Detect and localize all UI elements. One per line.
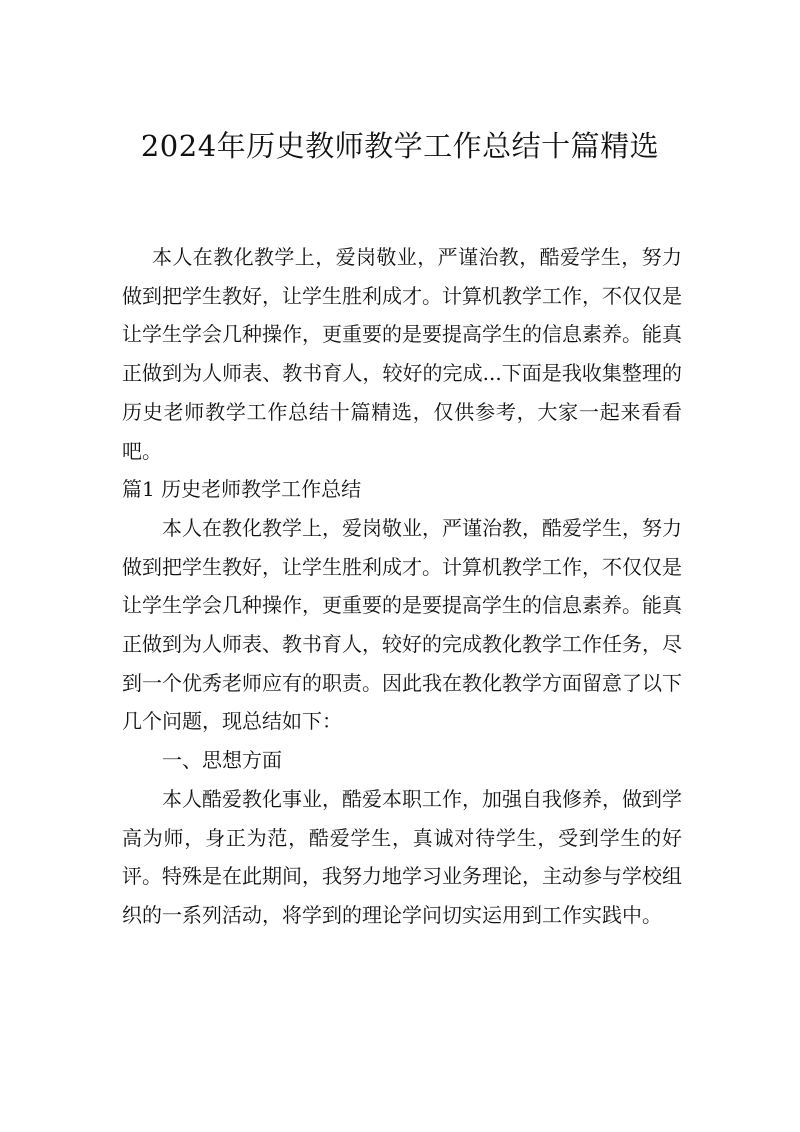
subsection-paragraph: 本人酷爱教化事业，酷爱本职工作，加强自我修养，做到学高为师，身正为范，酷爱学生，真诚对待学生，受到学生的好评。特殊是在此期间，我努力地学习业务理论，主动参与学校组织的一系列活动，将学到的理论学问切实运用到工作实践中。 [122,786,682,927]
document-title: 2024年历史教师教学工作总结十篇精选 [140,129,660,163]
subsection-heading: 一、思想方面 [162,748,282,773]
document-body [122,238,682,935]
section-paragraph: 本人在教化教学上，爱岗敬业，严谨治教，酷爱学生，努力做到把学生教好，让学生胜利成才。计算机教学工作，不仅仅是让学生学会几种操作，更重要的是要提高学生的信息素养。能真正做到为人师表、教书育人，较好的完成教化教学工作任务，尽到一个优秀老师应有的职责。因此我在教化教学方面留意了以下几个问题，现总结如下： [122,515,682,734]
intro-paragraph: 本人在教化教学上，爱岗敬业，严谨治教，酷爱学生，努力做到把学生教好，让学生胜利成才。计算机教学工作，不仅仅是让学生学会几种操作，更重要的是要提高学生的信息素养。能真正做到为人师表、教书育人，较好的完成...下面是我收集整理的历史老师教学工作总结十篇精选，仅供参考，大家一起来看看吧。 [122,245,682,463]
section-heading: 篇1 历史老师教学工作总结 [122,477,362,502]
